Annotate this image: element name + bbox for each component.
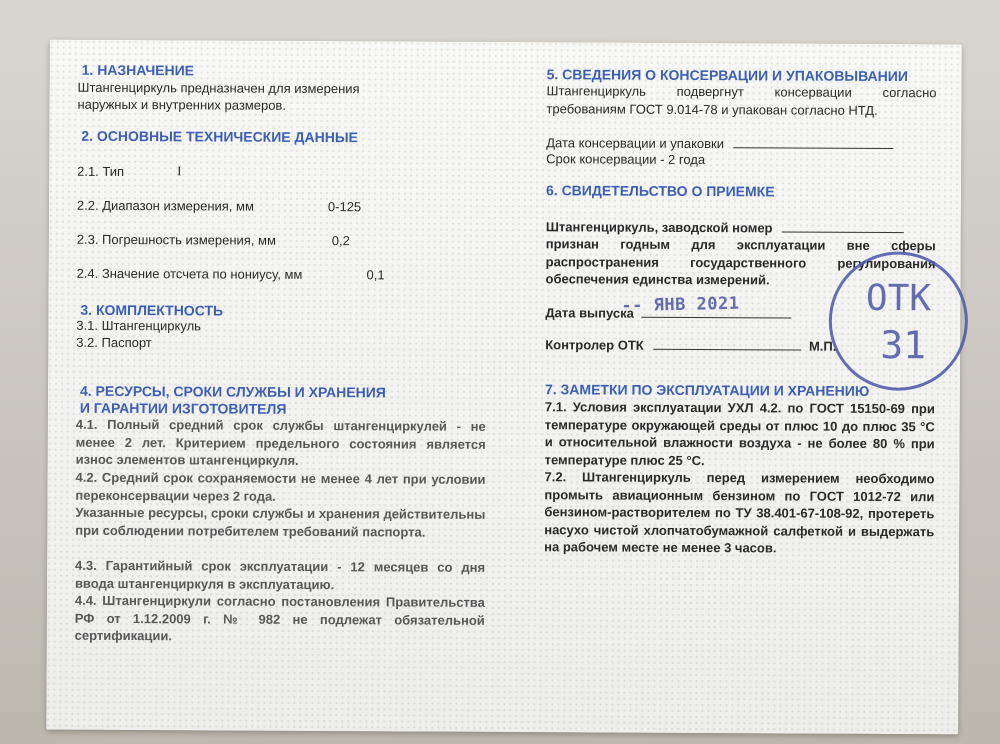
acceptance-para: признан годным для эксплуатации вне сферы распространения государственного регулирования обеспечения единства измерений. [545, 236, 936, 288]
spec-vernier-value: 0,1 [366, 267, 385, 283]
mp-label: М.П. [808, 338, 837, 354]
section-4-heading-line-2: И ГАРАНТИИ ИЗГОТОВИТЕЛЯ [79, 399, 287, 417]
section-4-para-3 [75, 504, 485, 541]
section-7-heading: 7. ЗАМЕТКИ ПО ЭКСПЛУАТАЦИИ И ХРАНЕНИЮ [544, 381, 870, 399]
release-date-label: Дата выпуска [545, 305, 634, 321]
section-3-heading: 3. КОМПЛЕКТНОСТЬ [80, 301, 224, 319]
section-5-heading: 5. СВЕДЕНИЯ О КОНСЕРВАЦИИ И УПАКОВЫВАНИИ [546, 66, 908, 85]
stamp-line-1: ОТК [865, 277, 932, 320]
otk-stamp [823, 246, 974, 397]
section-7-para-1: 7.1. Условия эксплуатации УХЛ 4.2. по ГОСТ 15150-69 при температуре окружающей среды от плюс 10 до плюс 35 °С и относительной влажности воздуха - не более 80 % при температуре плюс 25 °С. [544, 399, 935, 468]
section-1-line-2: наружных и внутренних размеров. [77, 96, 287, 113]
serial-number-label: Штангенциркуль, заводской номер [545, 219, 773, 236]
section-2-heading: 2. ОСНОВНЫЕ ТЕХНИЧЕСКИЕ ДАННЫЕ [81, 127, 358, 146]
conservation-date-blank [734, 135, 894, 149]
section-4-para-1-text: 4.1. Полный средний срок службы штангенциркулей - не менее 2 лет. Критерием предельного состояния является износ элементов штангенциркуля. [75, 416, 486, 468]
release-date-stamp: -- ЯНВ 2021 [621, 293, 740, 317]
controller-row [545, 336, 836, 354]
spec-vernier-label: 2.4. Значение отсчета по нониусу, мм [76, 265, 303, 282]
spec-error-value: 0,2 [331, 233, 350, 249]
serial-number-row [546, 218, 904, 236]
section-4-para-5 [75, 592, 485, 647]
section-1-line-1: Штангенциркуль предназначен для измерения [77, 79, 360, 97]
section-4-heading-line-1: 4. РЕСУРСЫ, СРОКИ СЛУЖБЫ И ХРАНЕНИЯ [79, 382, 386, 401]
controller-label: Контролер ОТК [545, 337, 644, 353]
kit-item-2: 3.2. Паспорт [76, 334, 152, 351]
spec-type-label: 2.1. Тип [77, 163, 125, 180]
conservation-term: Срок консервации - 2 года [546, 151, 706, 168]
spec-error-label: 2.3. Погрешность измерения, мм [76, 231, 276, 248]
section-5-para: Штангенциркуль подвергнут консервации согласно требованиям ГОСТ 9.014-78 и упакован согласно НТД. [546, 83, 937, 118]
conservation-date-label [546, 134, 893, 152]
serial-number-blank [782, 219, 904, 233]
section-4-para-5-text: 4.4. Штангенциркули согласно постановления Правительства РФ от 1.12.2009 г. № 982 не подлежат обязательной сертификации. [74, 592, 485, 644]
section-4-para-4-text: 4.3. Гарантийный срок эксплуатации - 12 месяцев со дня ввода штангенциркуля в эксплуатацию. [74, 557, 486, 592]
spec-range-label: 2.2. Диапазон измерения, мм [76, 197, 254, 214]
section-6-heading: 6. СВИДЕТЕЛЬСТВО О ПРИЕМКЕ [545, 182, 775, 200]
spec-type-value: I [177, 163, 182, 179]
section-1-heading: 1. НАЗНАЧЕНИЕ [81, 61, 195, 79]
conservation-date-label-text: Дата консервации и упаковки [546, 135, 725, 152]
section-4-para-4 [75, 557, 485, 594]
section-4-para-1 [76, 416, 486, 471]
kit-item-1: 3.1. Штангенциркуль [76, 317, 201, 334]
section-4-para-2-text: 4.2. Средний срок сохраняемости не менее 4 лет при условии переконсервации через 2 года. [75, 469, 486, 504]
stamp-line-2: 31 [880, 322, 927, 368]
spec-range-value: 0-125 [327, 199, 362, 215]
passport-sheet [46, 40, 962, 735]
section-7-para-2: 7.2. Штангенциркуль перед измерением необходимо промыть авиационным бензином по ГОСТ 1012-72 или бензином-растворителем по ТУ 38.401-67-108-92, протереть насухо чистой хлопчатобумажной салфеткой и выдержать на рабочем месте не менее 3 часов. [544, 469, 935, 556]
controller-blank [653, 337, 801, 351]
section-4-para-3-text: Указанные ресурсы, сроки службы и хранения действительны при соблюдении потребителем требований паспорта. [75, 504, 486, 540]
section-4-para-2 [75, 469, 485, 506]
